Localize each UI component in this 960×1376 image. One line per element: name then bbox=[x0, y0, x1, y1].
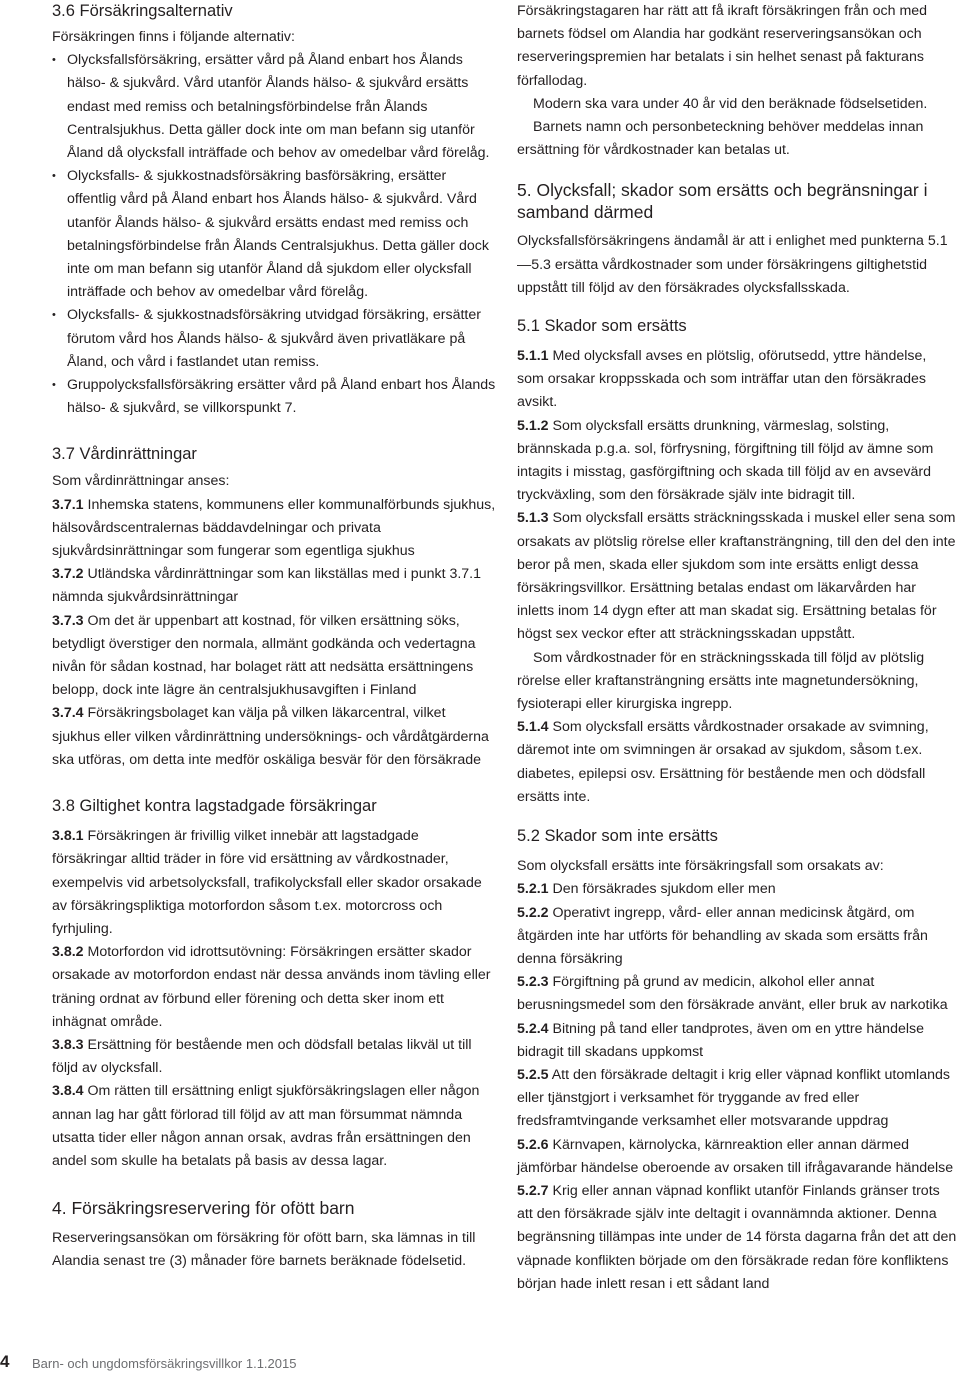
clause-3-7-4 bbox=[52, 702, 496, 772]
clause-number: 3.8.2 bbox=[52, 944, 84, 961]
clause-5-1-4 bbox=[517, 716, 957, 809]
section-3-6-intro: Försäkringen finns i följande alternativ: bbox=[52, 29, 295, 45]
clause-text: Krig eller annan väpnad konflikt utanför Finlands gränser trots att den försäkrade själv inte deltagit i ovannämnda aktioner. Denna begränsning tillämpas inte under de 14 första dagarna från det att den väpnade konflikten började om den försäkrade redan före konfliktens början hade inlett resan i ett sådant land bbox=[517, 1182, 957, 1292]
clause-text: Med olycksfall avses en plötslig, oförutsedd, yttre händelse, som orsakar kroppsskada och som inträffar utan den försäkrades avsikt. bbox=[517, 348, 927, 411]
clause-text: Att den försäkrade deltagit i krig eller väpnad konflikt utomlands eller tjänstgjort i verksamhet för tryggande av fred eller fredsframtvingande verksamhet eller motsvarande uppdrag bbox=[517, 1066, 950, 1130]
clause-5-1-1 bbox=[517, 345, 957, 415]
clause-number: 5.2.7 bbox=[517, 1182, 549, 1199]
clause-number: 5.1.4 bbox=[517, 719, 549, 736]
clause-number: 3.8.1 bbox=[52, 828, 84, 845]
footer-text: Barn- och ungdomsförsäkringsvillkor 1.1.2015 bbox=[32, 1356, 297, 1371]
clause-5-2-5 bbox=[517, 1064, 957, 1134]
clause-3-7-2 bbox=[52, 563, 496, 609]
reservation-paragraph: Försäkringstagaren har rätt att få ikraft försäkringen från och med barnets födsel om Alandia har godkänt reserveringsansökan och reserveringspremien har betalats i sin helhet senast på fakturans förfallodag. bbox=[517, 3, 928, 89]
clause-number: 3.7.3 bbox=[52, 612, 84, 629]
clause-text: Kärnvapen, kärnolycka, kärnreaktion eller annan därmed jämförbar händelse oberoende av orsaken till ifrågavarande händelse bbox=[517, 1136, 954, 1176]
clause-text: Bitning på tand eller tandprotes, även om en yttre händelse bidragit till skadans uppkomst bbox=[517, 1020, 924, 1060]
clause-number: 5.1.3 bbox=[517, 510, 549, 527]
clause-3-8-4 bbox=[52, 1080, 496, 1173]
clause-text: Som olycksfall ersätts vårdkostnader orsakade av svimning, däremot inte om svimningen är orsakad av sjukdom, såsom t.ex. diabetes, epilepsi osv. Ersättning för bestående men och dödsfall ersätts inte. bbox=[517, 719, 929, 805]
clause-5-1-3-continued: Som vårdkostnader för en sträckningsskada till följd av plötslig rörelse eller kraftansträngning ersätts inte magnetundersökning, fysioterapi eller kirurgiska ingrepp. bbox=[517, 649, 925, 713]
clause-5-1-3 bbox=[517, 507, 957, 646]
section-5-text: Olycksfallsförsäkringens ändamål är att i enlighet med punkterna 5.1—5.3 ersätta vårdkostnader som under försäkringens giltighetstid uppstått till följd av den försäkrades olycksfallsskada. bbox=[517, 233, 948, 296]
section-3-7-intro: Som vårdinrättningar anses: bbox=[52, 473, 230, 490]
clause-text: Om det är uppenbart att kostnad, för vilken ersättning söks, betydligt överstiger den normala, allmänt godkända och vedertagna nivån för sådan kostnad, har bolaget rätt att nedsätta ersättningens belopp, dock inte lägre än centralsjukhusavgiften i Finland bbox=[52, 612, 476, 699]
clause-number: 5.2.2 bbox=[517, 904, 549, 921]
clause-text: Den försäkrades sjukdom eller men bbox=[548, 881, 776, 898]
clause-number: 5.1.1 bbox=[517, 348, 549, 365]
clause-5-2-7 bbox=[517, 1180, 957, 1296]
clause-text: Som olycksfall ersätts drunkning, värmeslag, solsting, brännskada p.g.a. sol, förfrysning, förgiftning till följd av ämne som intagits i misstag, gasförgiftning och skada till följd av en avsevärd tryckväxling, som den försäkrade själv inte bidragit till. bbox=[517, 417, 934, 504]
clause-number: 5.2.3 bbox=[517, 974, 549, 991]
clause-text: Försäkringen är frivillig vilket innebär att lagstadgade försäkringar alltid träder in före vid ersättning av vårdkostnader, exempelvis vid arbetsolycksfall, trafikolycksfall eller skador orsakade av försäkringspliktiga motorfordon såsom t.ex. motorcross och fyrhjuling. bbox=[52, 828, 482, 937]
section-3-8-title: 3.8 Giltighet kontra lagstadgade försäkringar bbox=[52, 797, 377, 816]
clause-number: 3.7.1 bbox=[52, 496, 84, 513]
clause-number: 5.2.5 bbox=[517, 1066, 549, 1083]
clause-number: 5.2.6 bbox=[517, 1136, 549, 1153]
clause-text: Förgiftning på grund av medicin, alkohol eller annat berusningsmedel som den försäkrade använt, eller bruk av narkotika bbox=[517, 974, 948, 1014]
clause-text: Inhemska statens, kommunens eller kommunalförbunds sjukhus, hälsovårdscentralernas bäddavdelningar och privata sjukvårdsinrättningar som fungerar som egentliga sjukhus bbox=[52, 496, 496, 560]
clause-number: 3.7.4 bbox=[52, 705, 84, 722]
list-item: • Olycksfalls- & sjukkostnadsförsäkring utvidgad försäkring, ersätter förutom vård hos Ålands hälso- & sjukvård även privatläkare på Åland, och vård i fastlandet utan remiss. bbox=[52, 304, 496, 374]
section-5-2-title: 5.2 Skador som inte ersätts bbox=[517, 827, 718, 846]
section-4-title: 4. Försäkringsreservering för ofött barn bbox=[52, 1198, 355, 1219]
clause-number: 5.1.2 bbox=[517, 417, 549, 434]
clause-text: Försäkringsbolaget kan välja på vilken läkarcentral, vilket sjukhus eller vilken vårdinrättning undersöknings- och vårdåtgärderna ska utföras, om detta inte medför oskäliga besvär för den försäkrade bbox=[52, 705, 489, 768]
mother-age-paragraph: Modern ska vara under 40 år vid den beräknade födselsetiden. bbox=[533, 95, 928, 112]
clause-5-2-1 bbox=[517, 878, 957, 901]
clause-5-2-2 bbox=[517, 902, 957, 972]
list-item: • Olycksfalls- & sjukkostnadsförsäkring basförsäkring, ersätter offentlig vård på Åland enbart hos Ålands hälso- & sjukvård. Vård utanför Ålands hälso- & sjukvård ersätts endast med remiss och betalningsförbindelse från Ålands Centralsjukhus. Detta gäller dock inte om man befann sig utanför Åland då sjukdom eller olycksfall inträffade och behov av omedelbar vård förelåg. bbox=[52, 165, 496, 304]
clause-text: Motorfordon vid idrottsutövning: Försäkringen ersätter skador orsakade av motorfordon endast när dessa används inom tävling eller träning ordnat av förbund eller förening och detta sker inom ett inhägnat område. bbox=[52, 944, 491, 1030]
clause-3-8-3 bbox=[52, 1034, 496, 1080]
list-item: • Gruppolycksfallsförsäkring ersätter vård på Åland enbart hos Ålands hälso- & sjukvård, se villkorspunkt 7. bbox=[52, 374, 496, 420]
clause-5-2-3 bbox=[517, 971, 957, 1017]
list-item: • Olycksfallsförsäkring, ersätter vård på Åland enbart hos Ålands hälso- & sjukvård. Vård utanför Ålands hälso- & sjukvård ersätts endast med remiss och betalningsförbindelse från Ålands Centralsjukhus. Detta gäller dock inte om man befann sig utanför Åland då olycksfall inträffade och behov av omedelbar vård förelåg. bbox=[52, 49, 496, 165]
section-5-title: 5. Olycksfall; skador som ersätts och begränsningar i samband därmed bbox=[517, 180, 928, 223]
clause-3-7-1 bbox=[52, 494, 496, 564]
clause-text: Operativt ingrepp, vård- eller annan medicinsk åtgärd, om åtgärden inte har utförts för behandling av skada som ersätts från denna försäkring bbox=[517, 904, 928, 967]
section-3-6-title: 3.6 Försäkringsalternativ bbox=[52, 2, 233, 20]
child-id-paragraph: Barnets namn och personbeteckning behöver meddelas innan ersättning för vårdkostnader kan betalas ut. bbox=[517, 119, 924, 159]
clause-text: Utländska vårdinrättningar som kan likställas med i punkt 3.7.1 nämnda sjukvårdsinrättningar bbox=[52, 566, 482, 606]
clause-number: 3.8.3 bbox=[52, 1036, 84, 1053]
clause-3-7-3 bbox=[52, 610, 496, 703]
clause-3-8-1 bbox=[52, 825, 496, 941]
page-number: 4 bbox=[0, 1352, 10, 1371]
clause-5-1-2 bbox=[517, 415, 957, 508]
section-5-1-title: 5.1 Skador som ersätts bbox=[517, 317, 687, 336]
section-4-text: Reserveringsansökan om försäkring för ofött barn, ska lämnas in till Alandia senast tre (3) månader före barnets beräknade födelsetid. bbox=[52, 1230, 476, 1270]
section-5-2-intro: Som olycksfall ersätts inte försäkringsfall som orsakats av: bbox=[517, 858, 884, 875]
clause-text: Som olycksfall ersätts sträckningsskada i muskel eller sena som orsakats av plötslig rörelse eller kraftansträngning, till den del den inte beror på men, skada eller sjukdom som inte ersätts enligt dessa försäkringsvillkor. Ersättning betalas endast om läkarvården har inletts inom 14 dygn efter att man skadat sig. Ersättning betalas för högst sex veckor efter att sträckningsskadan uppstått. bbox=[517, 510, 956, 643]
clause-number: 3.8.4 bbox=[52, 1083, 84, 1100]
clause-3-8-2 bbox=[52, 941, 496, 1034]
clause-number: 5.2.4 bbox=[517, 1020, 549, 1037]
section-3-7-title: 3.7 Vårdinrättningar bbox=[52, 445, 197, 464]
clause-number: 5.2.1 bbox=[517, 881, 549, 898]
clause-text: Om rätten till ersättning enligt sjukförsäkringslagen eller någon annan lag har gått förlorad till följd av att man försummat nämnda utsatta tider eller någon annan orsak, avdras från ersättningen den andel som skulle ha betalats på basis av dessa lagar. bbox=[52, 1083, 480, 1169]
clause-5-2-4 bbox=[517, 1018, 957, 1064]
clause-5-2-6 bbox=[517, 1134, 957, 1180]
clause-number: 3.7.2 bbox=[52, 566, 84, 583]
insurance-alternatives-list bbox=[52, 49, 496, 420]
clause-text: Ersättning för bestående men och dödsfall betalas likväl ut till följd av olycksfall. bbox=[52, 1036, 472, 1077]
